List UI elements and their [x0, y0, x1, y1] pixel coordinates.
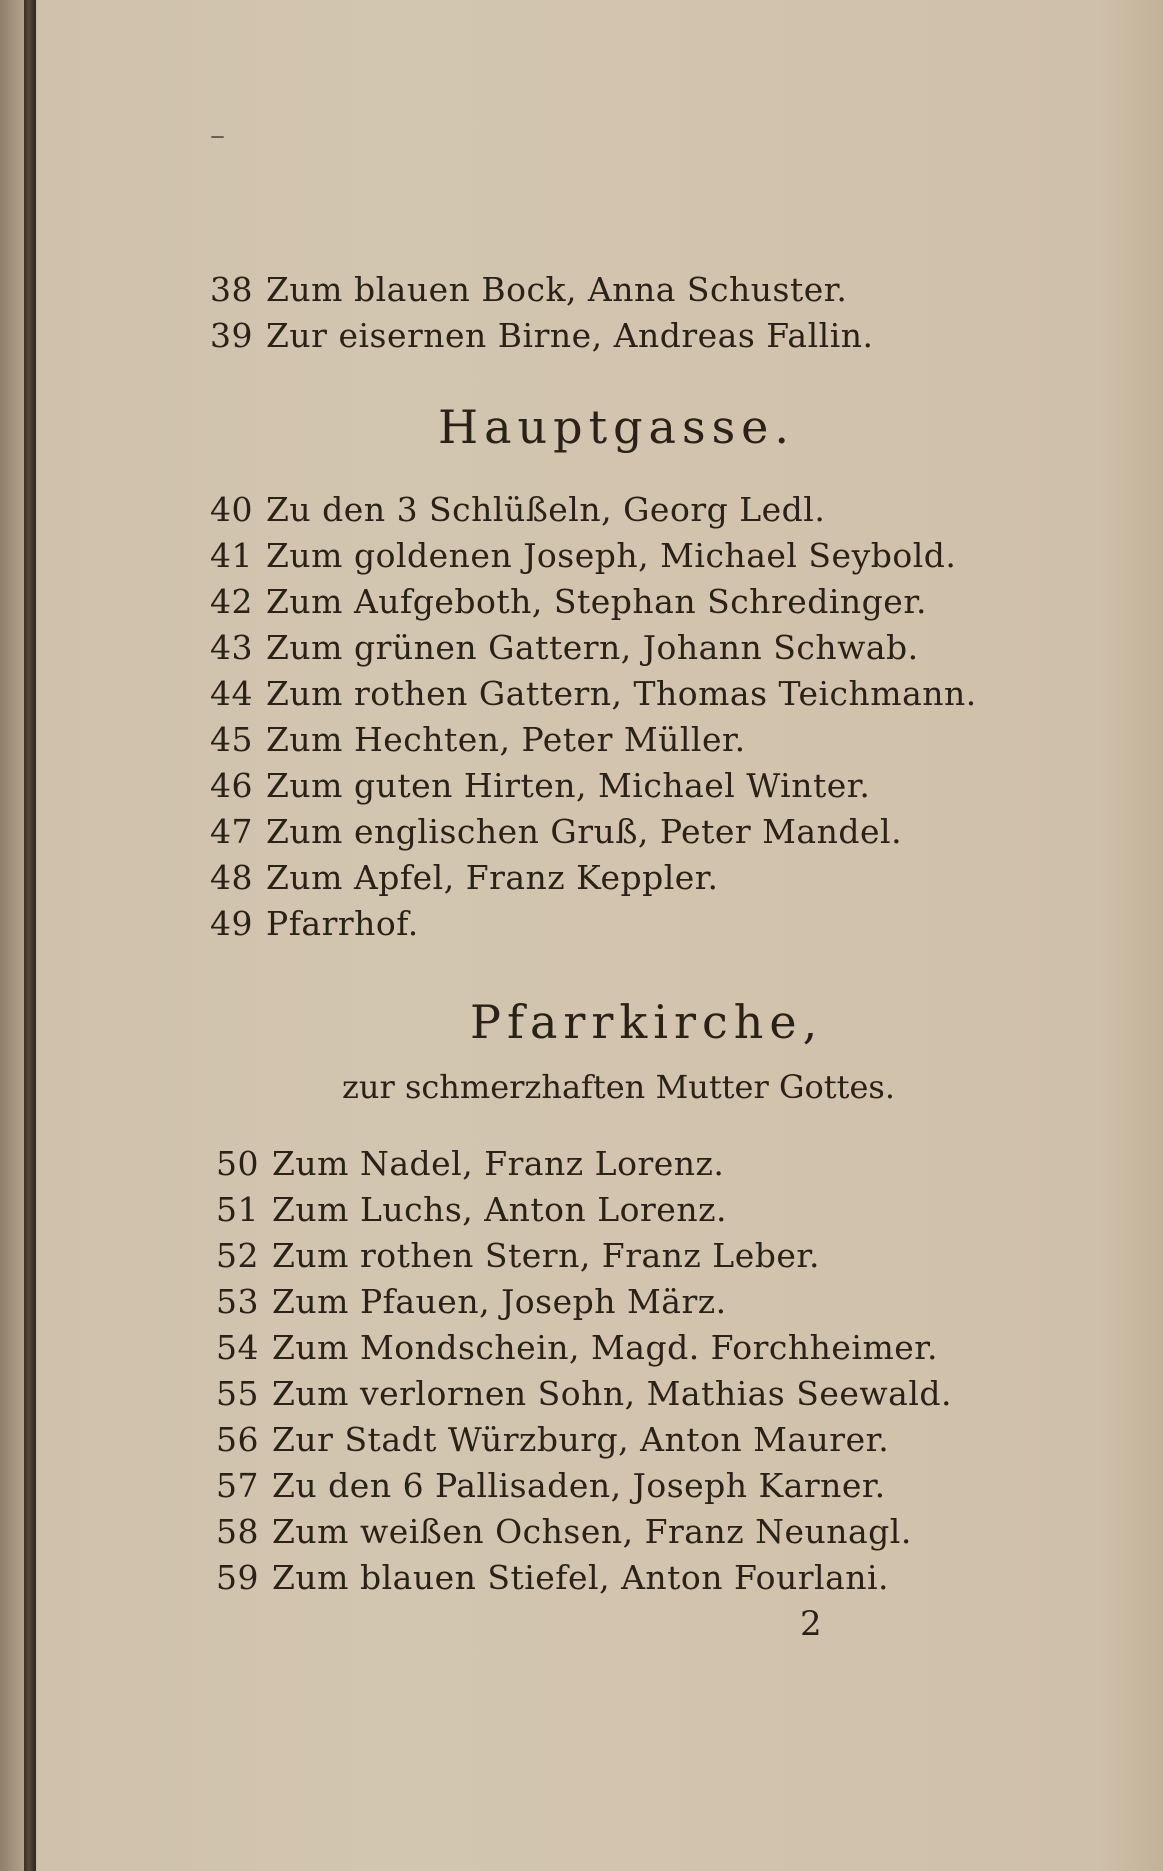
section-subheading: zur schmerzhaften Mutter Gottes. — [342, 1068, 896, 1106]
list-item — [210, 490, 825, 529]
stray-dash-mark: – — [210, 118, 225, 153]
entry-text: Zum rothen Gattern, Thomas Teichmann. — [266, 674, 977, 713]
entry-text: Zum Mondschein, Magd. Forchheimer. — [272, 1328, 938, 1367]
list-item — [210, 270, 847, 309]
entry-text: Zum Hechten, Peter Müller. — [266, 720, 746, 759]
list-item — [216, 1328, 938, 1367]
entry-number: 40 — [210, 490, 253, 529]
entry-number: 45 — [210, 720, 253, 759]
entry-number: 53 — [216, 1282, 259, 1321]
entry-text: Pfarrhof. — [266, 904, 419, 943]
section-heading-pfarrkirche: Pfarrkirche, — [470, 995, 824, 1049]
list-item — [210, 904, 419, 943]
list-item — [210, 674, 977, 713]
list-item — [216, 1190, 727, 1229]
list-item — [216, 1420, 889, 1459]
list-item — [216, 1466, 886, 1505]
list-item — [216, 1144, 724, 1183]
entry-number: 57 — [216, 1466, 259, 1505]
entry-number: 48 — [210, 858, 253, 897]
section-heading-hauptgasse: Hauptgasse. — [438, 400, 796, 454]
entry-number: 39 — [210, 316, 253, 355]
binding-shadow — [0, 0, 24, 1871]
entry-text: Zum Aufgeboth, Stephan Schredinger. — [266, 582, 927, 621]
list-item — [216, 1374, 952, 1413]
entry-number: 54 — [216, 1328, 259, 1367]
list-item — [216, 1282, 727, 1321]
list-item — [210, 316, 874, 355]
entry-text: Zum blauen Bock, Anna Schuster. — [266, 270, 848, 309]
entry-number: 38 — [210, 270, 253, 309]
entry-text: Zum weißen Ochsen, Franz Neunagl. — [272, 1512, 912, 1551]
entry-number: 47 — [210, 812, 253, 851]
list-item — [210, 858, 718, 897]
entry-text: Zu den 3 Schlüßeln, Georg Ledl. — [266, 490, 826, 529]
entry-text: Zum grünen Gattern, Johann Schwab. — [266, 628, 919, 667]
entry-text: Zum guten Hirten, Michael Winter. — [266, 766, 871, 805]
entry-number: 50 — [216, 1144, 259, 1183]
entry-number: 43 — [210, 628, 253, 667]
entry-number: 56 — [216, 1420, 259, 1459]
entry-text: Zum verlornen Sohn, Mathias Seewald. — [272, 1374, 952, 1413]
list-item — [210, 628, 919, 667]
book-binding — [24, 0, 36, 1871]
list-item — [210, 582, 927, 621]
entry-number: 49 — [210, 904, 253, 943]
list-item — [216, 1236, 820, 1275]
entry-number: 52 — [216, 1236, 259, 1275]
entry-text: Zur eisernen Birne, Andreas Fallin. — [266, 316, 874, 355]
entry-text: Zum blauen Stiefel, Anton Fourlani. — [272, 1558, 890, 1597]
list-item — [210, 766, 870, 805]
list-item — [210, 812, 902, 851]
entry-text: Zu den 6 Pallisaden, Joseph Karner. — [272, 1466, 886, 1505]
entry-number: 51 — [216, 1190, 259, 1229]
entry-number: 44 — [210, 674, 253, 713]
entry-number: 59 — [216, 1558, 259, 1597]
list-item — [210, 720, 746, 759]
list-item — [216, 1558, 889, 1597]
list-item — [216, 1512, 912, 1551]
entry-text: Zum rothen Stern, Franz Leber. — [272, 1236, 821, 1275]
entry-text: Zum Apfel, Franz Keppler. — [266, 858, 719, 897]
entry-text: Zur Stadt Würzburg, Anton Maurer. — [272, 1420, 890, 1459]
entry-number: 46 — [210, 766, 253, 805]
entry-text: Zum Luchs, Anton Lorenz. — [272, 1190, 727, 1229]
entry-text: Zum Nadel, Franz Lorenz. — [272, 1144, 725, 1183]
entry-text: Zum goldenen Joseph, Michael Seybold. — [266, 536, 957, 575]
page-number: 2 — [800, 1604, 822, 1644]
entry-number: 41 — [210, 536, 253, 575]
entry-number: 55 — [216, 1374, 259, 1413]
entry-text: Zum englischen Gruß, Peter Mandel. — [266, 812, 903, 851]
entry-text: Zum Pfauen, Joseph März. — [272, 1282, 727, 1321]
entry-number: 42 — [210, 582, 253, 621]
list-item — [210, 536, 956, 575]
entry-number: 58 — [216, 1512, 259, 1551]
